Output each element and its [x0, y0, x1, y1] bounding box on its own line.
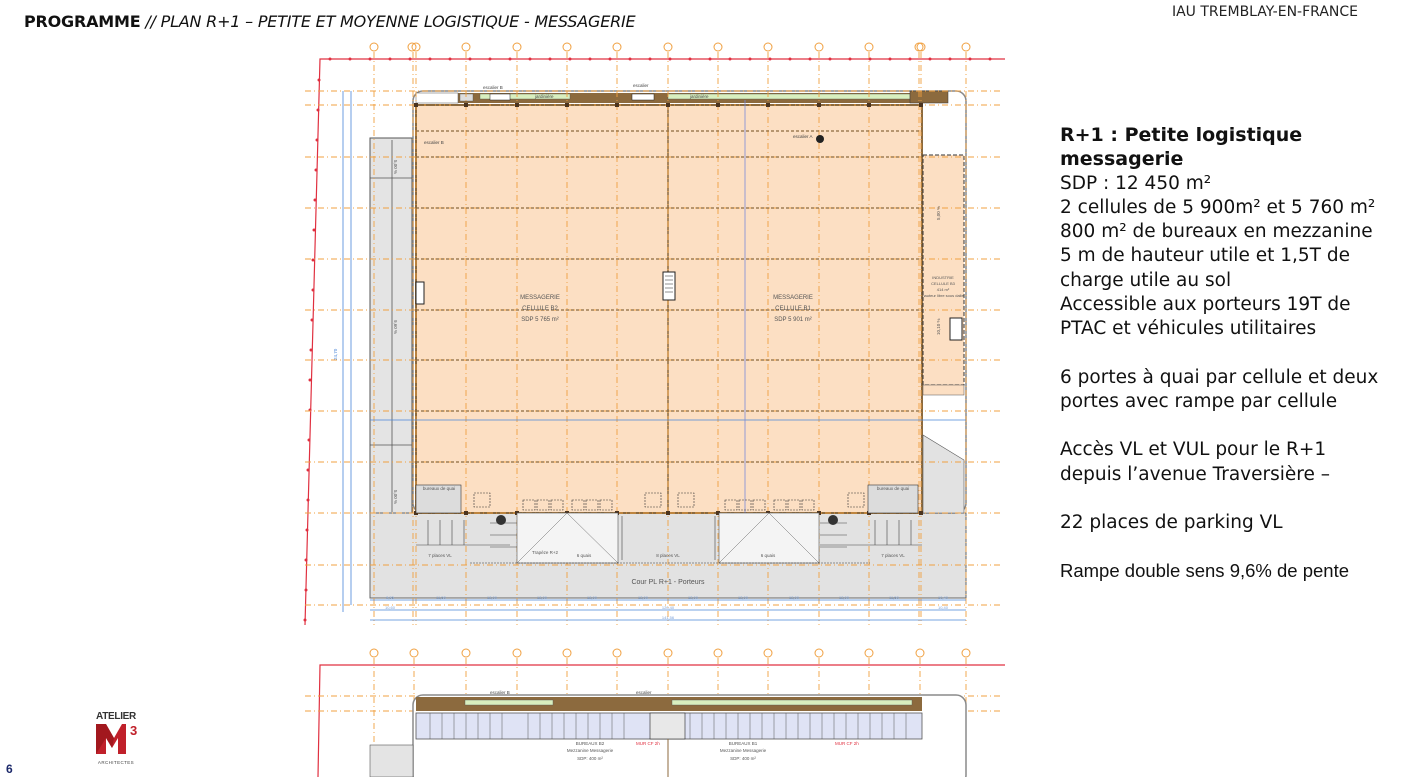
summary-cells: 2 cellules de 5 900m² et 5 760 m²	[1060, 196, 1376, 218]
slope-1: 5,00 %	[393, 160, 398, 175]
atelier-m3-logo	[92, 711, 140, 767]
label-escalier-b-inner: escalier B	[424, 140, 444, 145]
cell-b1-sdp: SDP 5 901 m²	[774, 317, 812, 323]
stair-core-left	[416, 282, 424, 304]
m3-mark-icon	[92, 722, 140, 756]
mezz-b1-name: BUREAUX B1	[728, 741, 758, 746]
page-number: 6	[6, 762, 13, 776]
logo-atelier-text: ATELIER	[96, 711, 136, 722]
dim-5: 12,00	[536, 595, 548, 600]
side-ramp	[370, 138, 412, 513]
summary-height-1: 5 m de hauteur utile et 1,5T de	[1060, 245, 1350, 267]
dim-1: 9,95	[386, 595, 394, 600]
sanitary-core	[650, 713, 685, 739]
label-parking-right: 7 places VL	[881, 553, 905, 558]
dim-14: 10,40	[937, 595, 949, 600]
slope-2: 9,60 %	[393, 320, 398, 335]
project-name: IAU TREMBLAY-EN-FRANCE	[1171, 4, 1358, 20]
industrie-cell	[923, 155, 964, 385]
summary-parking: 22 places de parking VL	[1060, 511, 1283, 533]
logo-superscript: 3	[130, 723, 138, 738]
label-rampe: Trapèze R+2	[532, 550, 558, 555]
slope-5: 5,00 %	[936, 205, 941, 220]
summary-height-2: charge utile au sol	[1060, 269, 1232, 291]
label-quais-left: 6 quais	[576, 553, 592, 558]
cell-b2-sdp: SDP 5 765 m²	[521, 317, 559, 323]
cell-b2-id: CELLULE B2	[522, 306, 558, 312]
summary-heading-1: R+1 : Petite logistique	[1060, 124, 1303, 146]
label-parking-center: 8 places VL	[656, 553, 680, 558]
grid-axis-bubbles-lower	[370, 649, 970, 657]
slide-title-programme: PROGRAMME	[24, 12, 141, 31]
dim-9: 12,00	[737, 595, 749, 600]
mezz-b2-name: BUREAUX B2	[575, 741, 605, 746]
label-yard: Cour PL R+1 - Porteurs	[631, 579, 705, 586]
industrie-id: CELLULE B3	[931, 281, 955, 286]
summary-heading-2: messagerie	[1060, 148, 1184, 171]
fire-wall-label-right: MUR CF 2h	[835, 741, 859, 746]
slope-4: 10,10 %	[936, 318, 941, 335]
summary-sdp: SDP : 12 450 m²	[1060, 172, 1212, 194]
dim-8: 12,00	[687, 595, 699, 600]
label-escalier-a: escalier A	[793, 134, 813, 139]
dim-inner-total: 120,40	[661, 605, 675, 610]
dim-4: 12,00	[486, 595, 498, 600]
industrie-area: 414 m²	[936, 287, 950, 292]
dim-left: 10,60	[384, 605, 396, 610]
dim-12: 11,50	[889, 595, 899, 600]
label-quais-right: 6 quais	[760, 553, 776, 558]
label-escalier-b-lower: escalier B	[490, 690, 510, 695]
summary-vl-1: Accès VL et VUL pour le R+1	[1060, 439, 1327, 461]
cell-b2-name: MESSAGERIE	[520, 295, 560, 301]
dim-6: 12,00	[586, 595, 598, 600]
program-summary	[1060, 123, 1400, 583]
mezz-b2-sub: Mezzanine Messagerie	[566, 748, 614, 753]
label-escalier-lower: escalier	[636, 690, 652, 695]
label-escalier-b: escalier B	[483, 85, 503, 90]
dim-vertical-total: 24,70	[333, 348, 338, 360]
slide-title-plan: // PLAN R+1 – PETITE ET MOYENNE LOGISTIQUE - MESSAGERIE	[140, 12, 636, 31]
grid-axis-bubbles	[370, 43, 970, 51]
summary-ramp: Rampe double sens 9,6% de pente	[1060, 560, 1350, 582]
summary-access-1: Accessible aux porteurs 19T de	[1060, 294, 1351, 316]
cell-b1-name: MESSAGERIE	[773, 295, 813, 301]
summary-access-2: PTAC et véhicules utilitaires	[1060, 318, 1317, 340]
dim-right: 10,40	[937, 605, 949, 610]
label-jardiniere-1: jardinière	[535, 94, 554, 99]
stair-core-right	[950, 318, 962, 340]
industrie-name: INDUSTRIE	[932, 275, 954, 280]
industrie-note: hauteur libre sous dalle	[922, 293, 964, 298]
label-parking-left: 7 places VL	[428, 553, 452, 558]
dim-total: 141,56	[661, 615, 675, 620]
label-jardiniere-2: jardinière	[690, 94, 709, 99]
label-escalier: escalier	[633, 83, 649, 88]
dim-7: 12,00	[637, 595, 649, 600]
summary-vl-2: depuis l’avenue Traversière –	[1060, 463, 1330, 485]
logo-architectes-text: ARCHITECTES	[97, 760, 135, 765]
dim-3: 11,50	[436, 595, 446, 600]
summary-doors-2: portes avec rampe par cellule	[1060, 390, 1338, 412]
messagerie-floor	[416, 105, 922, 513]
mezz-b1-sdp: SDP: 400 m²	[730, 756, 756, 761]
label-bureaux-quai-right: bureaux de quai	[876, 486, 910, 491]
fire-wall-label-left: MUR CF 2h	[636, 741, 660, 746]
dim-10: 12,00	[788, 595, 800, 600]
slope-3: 5,00 %	[393, 490, 398, 505]
dim-11: 12,00	[838, 595, 850, 600]
summary-offices: 800 m² de bureaux en mezzanine	[1060, 221, 1373, 243]
mezz-b2-sdp: SDP: 400 m²	[577, 756, 603, 761]
mezz-b1-sub: Mezzanine Messagerie	[719, 748, 767, 753]
cell-b1-id: CELLULE B1	[775, 306, 811, 312]
summary-doors-1: 6 portes à quai par cellule et deux	[1060, 366, 1379, 388]
label-bureaux-quai-left: bureaux de quai	[422, 486, 456, 491]
